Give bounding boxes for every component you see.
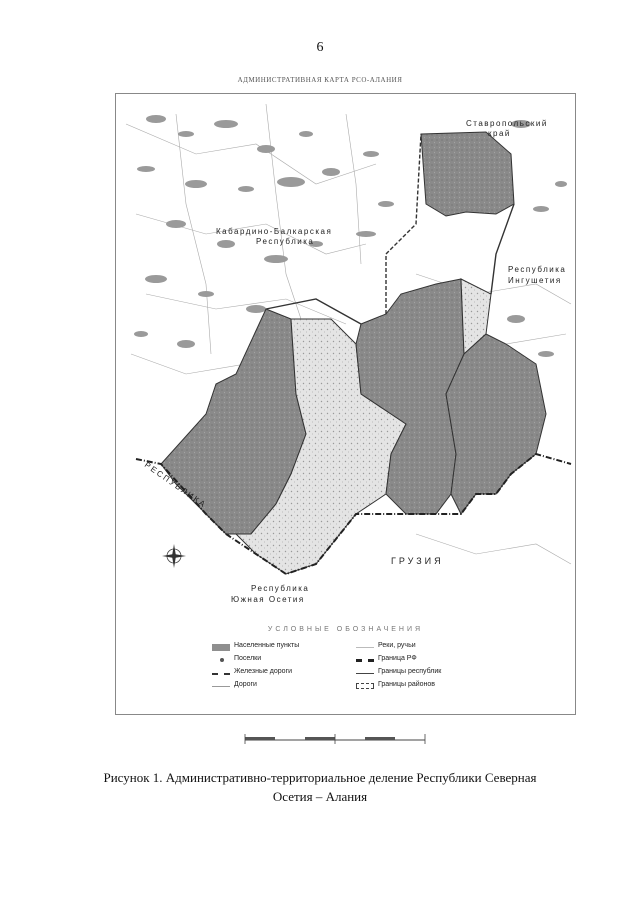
legend-item-rivers: Реки, ручьи: [378, 642, 416, 649]
rf-border-line-icon: [356, 659, 374, 662]
road-line-icon: [212, 686, 230, 687]
ingushetia-label-2: Ингушетия: [508, 276, 562, 285]
south-ossetia-label-2: Южная Осетия: [231, 595, 305, 604]
georgia-label: ГРУЗИЯ: [391, 556, 444, 566]
kabardino-label-2: Республика: [256, 237, 315, 246]
stavropol-region: [421, 132, 514, 216]
compass-rose-icon: [162, 544, 186, 568]
river-line-icon: [356, 647, 374, 648]
village-dot-icon: [220, 658, 224, 662]
map-heading: АДМИНИСТРАТИВНАЯ КАРТА РСО-АЛАНИЯ: [237, 76, 403, 84]
caption-line-1: Рисунок 1. Административно-территориальное деление Республики Северная: [103, 770, 537, 785]
stavropol-label-2: край: [488, 129, 511, 138]
legend-item-villages: Поселки: [234, 655, 261, 662]
legend-item-district-borders: Границы районов: [378, 681, 435, 688]
scale-bar: [240, 730, 430, 750]
page-number: 6: [316, 40, 324, 55]
west-republic-label: РЕСПУБЛИКА: [142, 460, 209, 510]
south-ossetia-label-1: Республика: [251, 584, 310, 593]
legend-item-settlements: Населенные пункты: [234, 642, 299, 649]
republic-border-line-icon: [356, 673, 374, 674]
caption-line-2: Осетия – Алания: [272, 789, 368, 804]
ingushetia-label-1: Республика: [508, 265, 567, 274]
figure-caption: [40, 768, 600, 806]
map-frame: [115, 93, 576, 715]
kabardino-label-1: Кабардино-Балкарская: [216, 227, 333, 236]
district-border-box-icon: [356, 683, 374, 689]
settlement-swatch-icon: [212, 644, 230, 651]
legend-item-roads: Дороги: [234, 681, 257, 688]
legend-item-rf-border: Граница РФ: [378, 655, 417, 662]
legend-title: УСЛОВНЫЕ ОБОЗНАЧЕНИЯ: [267, 626, 424, 633]
district-east-dark: [446, 334, 546, 514]
stavropol-label-1: Ставропольский: [466, 119, 548, 128]
legend-item-railways: Железные дороги: [234, 668, 292, 675]
administrative-map: [116, 94, 575, 615]
map-legend: [116, 624, 575, 712]
railway-line-icon: [212, 673, 230, 675]
legend-item-republic-borders: Границы республик: [378, 668, 441, 675]
